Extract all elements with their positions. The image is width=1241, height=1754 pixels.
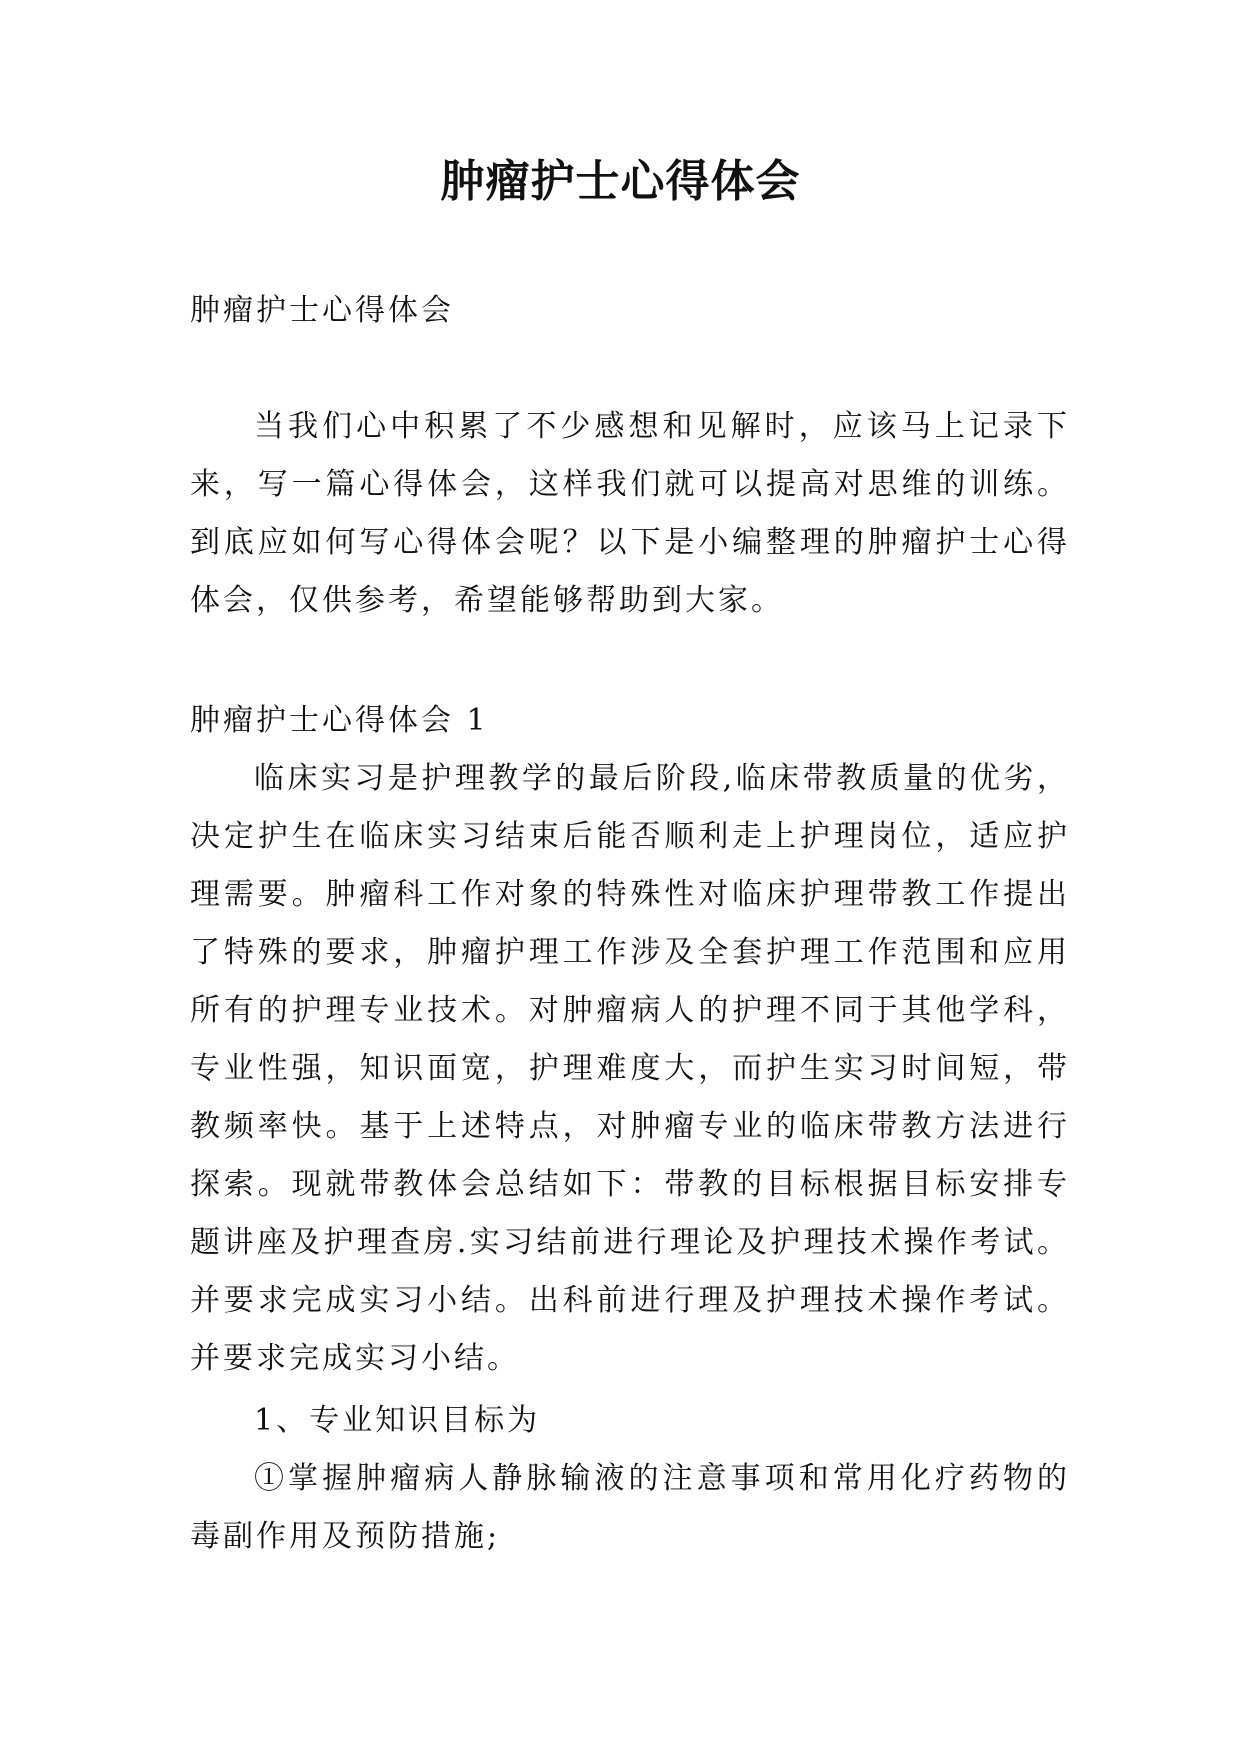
section-heading: 肿瘤护士心得体会 1 bbox=[190, 703, 489, 738]
list-item-knowledge-objective-1: ①掌握肿瘤病人静脉输液的注意事项和常用化疗药物的毒副作用及预防措施; bbox=[190, 1461, 1070, 1554]
section-paragraph: 临床实习是护理教学的最后阶段,临床带教质量的优劣，决定护生在临床实习结束后能否顺利走上护理岗位，适应护理需要。肿瘤科工作对象的特殊性对临床护理带教工作提出了特殊的要求，肿瘤护理工作涉及全套护理工作范围和应用所有的护理专业技术。对肿瘤病人的护理不同于其他学科，专业性强，知识面宽，护理难度大，而护生实习时间短，带教频率快。基于上述特点，对肿瘤专业的临床带教方法进行探索。现就带教体会总结如下：带教的目标根据目标安排专题讲座及护理查房.实习结前进行理论及护理技术操作考试。并要求完成实习小结。出科前进行理及护理技术操作考试。并要求完成实习小结。 bbox=[190, 761, 1070, 1376]
document-title: 肿瘤护士心得体会 bbox=[440, 156, 801, 207]
list-heading-professional-knowledge: 1、专业知识目标为 bbox=[254, 1403, 541, 1438]
intro-paragraph: 当我们心中积累了不少感想和见解时，应该马上记录下来，写一篇心得体会，这样我们就可以提高对思维的训练。到底应如何写心得体会呢？以下是小编整理的肿瘤护士心得体会，仅供参考，希望能够帮助到大家。 bbox=[190, 409, 1070, 618]
document-subtitle: 肿瘤护士心得体会 bbox=[190, 293, 454, 328]
